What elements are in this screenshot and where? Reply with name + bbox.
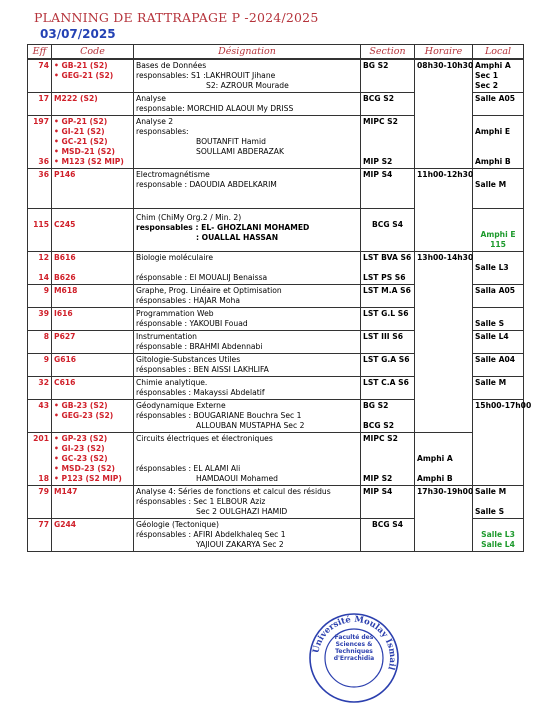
table-row (28, 252, 524, 285)
eff-cell (28, 486, 52, 519)
code-cell (52, 331, 134, 354)
local-value: Salle M (475, 378, 507, 387)
eff-cell (28, 252, 52, 285)
code-value: • M123 (S2 MIP) (54, 157, 131, 167)
designation-cell (134, 252, 361, 285)
local-value: 115 (490, 240, 506, 249)
eff-cell (28, 59, 52, 93)
responsable-text: S2: AZROUR Mourade (206, 81, 289, 90)
designation-cell (134, 209, 361, 252)
section-value: MIPC S2 (363, 117, 398, 126)
local-value: Amphi A (417, 454, 453, 463)
code-value: • GI-23 (S2) (54, 444, 131, 454)
local-cell (473, 169, 524, 209)
eff-value: 9 (43, 355, 49, 364)
course-name: Biologie moléculaire (136, 253, 214, 262)
eff-value: 36 (38, 170, 49, 179)
stamp-ring-text: Université Moulay Ismail (311, 614, 398, 672)
code-cell (52, 486, 134, 519)
code-value: M618 (54, 286, 78, 295)
responsable-text: HAMDAOUI Mohamed (196, 474, 278, 483)
course-name: Electromagnétisme (136, 170, 210, 179)
col-header-local: Local (473, 45, 524, 60)
local-value: Salle S (475, 319, 505, 328)
table-row (28, 169, 524, 209)
col-header-code: Code (52, 45, 134, 60)
designation-cell (134, 169, 361, 209)
course-name: Analyse (136, 94, 166, 103)
table-row (28, 59, 524, 93)
section-value: MIP S2 (363, 157, 393, 166)
responsable-text: résponsables : EL ALAMI Ali (136, 464, 241, 473)
page-title: PLANNING DE RATTRAPAGE P -2024/2025 (34, 10, 319, 25)
section-value: LST G.A S6 (363, 355, 410, 364)
eff-value: 18 (38, 474, 49, 483)
section-value: LST C.A S6 (363, 378, 409, 387)
code-cell (52, 377, 134, 400)
responsable-text: Sec 2 OULGHAZI HAMID (196, 507, 288, 516)
designation-cell (134, 285, 361, 308)
code-cell (52, 209, 134, 252)
course-name: Analyse 2 (136, 117, 174, 126)
code-value: P146 (54, 170, 76, 179)
horaire-value: 08h30-10h30 (417, 61, 474, 70)
section-value: BG S2 (363, 401, 389, 410)
responsable-text: responsables: S1 :LAKHROUIT Jihane (136, 71, 276, 80)
course-name: Circuits électriques et électroniques (136, 434, 273, 443)
code-value: M222 (S2) (54, 94, 98, 103)
section-cell (361, 116, 415, 169)
section-value: MIP S2 (363, 474, 393, 483)
local-cell (473, 93, 524, 116)
code-value: I616 (54, 309, 73, 318)
eff-value: 74 (38, 61, 49, 70)
eff-cell (28, 433, 52, 486)
horaire-cell (415, 519, 473, 552)
responsable-text: responsables : EL- GHOZLANI MOHAMED (136, 223, 310, 232)
code-cell (52, 116, 134, 169)
horaire-value: 15h00-17h00 (475, 401, 532, 410)
horaire-cell (473, 400, 532, 486)
section-cell (361, 93, 415, 116)
local-value: Salle L3 (475, 263, 509, 272)
course-name: Chim (ChiMy Org.2 / Min. 2) (136, 213, 242, 222)
code-cell (52, 169, 134, 209)
section-value: BCG S2 (363, 94, 394, 103)
eff-cell (28, 169, 52, 209)
eff-value: 8 (43, 332, 49, 341)
local-value: Salla A05 (475, 286, 516, 295)
eff-cell (28, 331, 52, 354)
code-value: • GEG-21 (S2) (54, 71, 131, 81)
eff-value: 79 (38, 487, 49, 496)
local-cell (473, 519, 524, 552)
section-value: BCG S4 (372, 520, 403, 529)
section-cell (361, 486, 415, 519)
code-value: C245 (54, 220, 76, 229)
local-cell (473, 116, 524, 169)
eff-value: 77 (38, 520, 49, 529)
table-row (28, 433, 524, 486)
eff-value: 17 (38, 94, 49, 103)
designation-cell (134, 377, 361, 400)
local-value: Amphi E (475, 127, 511, 136)
schedule-table (27, 44, 532, 552)
eff-cell (28, 354, 52, 377)
eff-cell (28, 519, 52, 552)
eff-value: 201 (33, 434, 49, 443)
course-name: Gitologie-Substances Utiles (136, 355, 241, 364)
eff-cell (28, 116, 52, 169)
local-cell (415, 433, 473, 486)
section-value: BG S2 (363, 61, 389, 70)
eff-cell (28, 377, 52, 400)
local-value: Salle M (475, 487, 507, 496)
designation-cell (134, 433, 361, 486)
section-cell (361, 209, 415, 252)
code-value: P627 (54, 332, 76, 341)
horaire-cell (415, 486, 473, 519)
eff-cell (28, 209, 52, 252)
responsable-text: résponsables : AFIRI Abdelkhaleq Sec 1 (136, 530, 286, 539)
code-cell (52, 252, 134, 285)
responsable-text: résponsables : Sec 1 ELBOUR Aziz (136, 497, 266, 506)
section-value: MIPC S2 (363, 434, 398, 443)
section-cell (361, 400, 415, 433)
section-cell (361, 331, 415, 354)
section-value: MIP S4 (363, 170, 393, 179)
local-value: Salle M (475, 180, 507, 189)
section-value: LST G.L S6 (363, 309, 409, 318)
eff-value: 32 (38, 378, 49, 387)
eff-value: 115 (33, 220, 49, 229)
eff-value: 36 (38, 157, 49, 166)
local-value: Salle S (475, 507, 505, 516)
section-cell (361, 354, 415, 377)
local-value: Amphi B (417, 474, 453, 483)
code-value: • GEG-23 (S2) (54, 411, 131, 421)
code-cell (52, 59, 134, 93)
responsable-text: responsable : DAOUDIA ABDELKARIM (136, 180, 277, 189)
course-name: Chimie analytique. (136, 378, 208, 387)
designation-cell (134, 308, 361, 331)
local-value: Salle L3 (481, 530, 515, 539)
horaire-value: 17h30-19h00 (417, 487, 474, 496)
code-value: • GB-21 (S2) (54, 61, 131, 71)
course-name: Bases de Données (136, 61, 207, 70)
eff-value: 197 (33, 117, 49, 126)
responsable-text: résponsables : Makayssi Abdelatif (136, 388, 265, 397)
section-value: LST BVA S6 (363, 253, 412, 262)
code-value: • P123 (S2 MIP) (54, 474, 131, 484)
local-value: Sec 2 (475, 81, 499, 90)
course-name: Programmation Web (136, 309, 214, 318)
responsable-text: ALLOUBAN MUSTAPHA Sec 2 (196, 421, 305, 430)
responsable-text: résponsables : HAJAR Moha (136, 296, 240, 305)
local-cell (473, 331, 524, 354)
university-stamp (308, 612, 400, 704)
local-cell (473, 354, 524, 377)
exam-date: 03/07/2025 (40, 27, 116, 41)
designation-cell (134, 59, 361, 93)
section-cell (361, 433, 415, 486)
horaire-cell (415, 169, 473, 252)
responsable-text: BOUTANFIT Hamid (196, 137, 266, 146)
designation-cell (134, 331, 361, 354)
section-cell (361, 59, 415, 93)
code-cell (52, 354, 134, 377)
horaire-cell (415, 252, 473, 433)
code-cell (52, 400, 134, 433)
code-value: • GP-21 (S2) (54, 117, 131, 127)
section-cell (361, 377, 415, 400)
responsable-text: résponsable : El MOUALIJ Benaissa (136, 273, 268, 282)
eff-value: 12 (38, 253, 49, 262)
course-name: Géologie (Tectonique) (136, 520, 219, 529)
designation-cell (134, 93, 361, 116)
responsable-text: résponsables : BOUGARIANE Bouchra Sec 1 (136, 411, 302, 420)
responsable-text: YAJIOUI ZAKARYA Sec 2 (196, 540, 284, 549)
section-value: LST PS S6 (363, 273, 406, 282)
eff-cell (28, 285, 52, 308)
eff-cell (28, 93, 52, 116)
designation-cell (134, 486, 361, 519)
designation-cell (134, 116, 361, 169)
responsable-text: résponsable : BRAHMI Abdennabi (136, 342, 263, 351)
local-value: Amphi E (480, 230, 516, 239)
code-value: G244 (54, 520, 77, 529)
local-cell (473, 377, 524, 400)
local-value: Salle L4 (481, 540, 515, 549)
code-value: • GI-21 (S2) (54, 127, 131, 137)
course-name: Instrumentation (136, 332, 197, 341)
local-value: Salle L4 (475, 332, 509, 341)
local-value: Salle A05 (475, 94, 516, 103)
local-cell (473, 308, 524, 331)
stamp-center-text: Faculté des Sciences & Techniques d'Errachidia (333, 634, 375, 662)
responsable-text: SOULLAMI ABDERAZAK (196, 147, 284, 156)
code-value: M147 (54, 487, 78, 496)
code-cell (52, 519, 134, 552)
col-header-designation: Désignation (134, 45, 361, 60)
eff-cell (28, 308, 52, 331)
local-cell (473, 285, 524, 308)
eff-value: 14 (38, 273, 49, 282)
section-value: BCG S2 (363, 421, 394, 430)
table-row (28, 519, 524, 552)
horaire-cell (415, 59, 473, 169)
local-value: Sec 1 (475, 71, 499, 80)
designation-cell (134, 519, 361, 552)
local-value: Amphi B (475, 157, 511, 166)
section-cell (361, 169, 415, 209)
local-value: Amphi A (475, 61, 511, 70)
section-value: LST III S6 (363, 332, 404, 341)
designation-cell (134, 354, 361, 377)
responsable-text: responsables: (136, 127, 189, 136)
code-value: G616 (54, 355, 77, 364)
code-value: • GB-23 (S2) (54, 401, 131, 411)
responsable-text: résponsables : BEN AISSI LAKHLIFA (136, 365, 269, 374)
local-cell (473, 252, 524, 285)
section-value: BCG S4 (372, 220, 403, 229)
eff-value: 39 (38, 309, 49, 318)
section-value: MIP S4 (363, 487, 393, 496)
eff-value: 9 (43, 286, 49, 295)
course-name: Analyse 4: Séries de fonctions et calcul des résidus (136, 487, 331, 496)
col-header-section: Section (361, 45, 415, 60)
responsable-text: responsable: MORCHID ALAOUI My DRISS (136, 104, 294, 113)
code-value: • GC-21 (S2) (54, 137, 131, 147)
section-cell (361, 252, 415, 285)
local-cell (473, 209, 524, 252)
code-value: B626 (54, 273, 76, 282)
local-value: Salle A04 (475, 355, 516, 364)
code-value: C616 (54, 378, 76, 387)
designation-cell (134, 400, 361, 433)
code-value: • GC-23 (S2) (54, 454, 131, 464)
local-cell (473, 59, 524, 93)
col-header-horaire: Horaire (415, 45, 473, 60)
code-cell (52, 433, 134, 486)
section-cell (361, 285, 415, 308)
code-cell (52, 285, 134, 308)
code-value: • MSD-23 (S2) (54, 464, 131, 474)
responsable-text: : OUALLAL HASSAN (196, 233, 279, 242)
code-value: • MSD-21 (S2) (54, 147, 131, 157)
eff-cell (28, 400, 52, 433)
code-value: • GP-23 (S2) (54, 434, 131, 444)
section-cell (361, 308, 415, 331)
course-name: Graphe, Prog. Linéaire et Optimisation (136, 286, 282, 295)
col-header-eff: Eff (28, 45, 52, 60)
table-header-row (28, 45, 524, 60)
section-value: LST M.A S6 (363, 286, 411, 295)
table-row (28, 486, 524, 519)
code-cell (52, 93, 134, 116)
course-name: Géodynamique Externe (136, 401, 226, 410)
eff-value: 43 (38, 401, 49, 410)
local-cell (473, 486, 524, 519)
code-cell (52, 308, 134, 331)
responsable-text: résponsable : YAKOUBI Fouad (136, 319, 248, 328)
section-cell (361, 519, 415, 552)
code-value: B616 (54, 253, 76, 262)
horaire-value: 13h00-14h30 (417, 253, 474, 262)
horaire-value: 11h00-12h30 (417, 170, 474, 179)
